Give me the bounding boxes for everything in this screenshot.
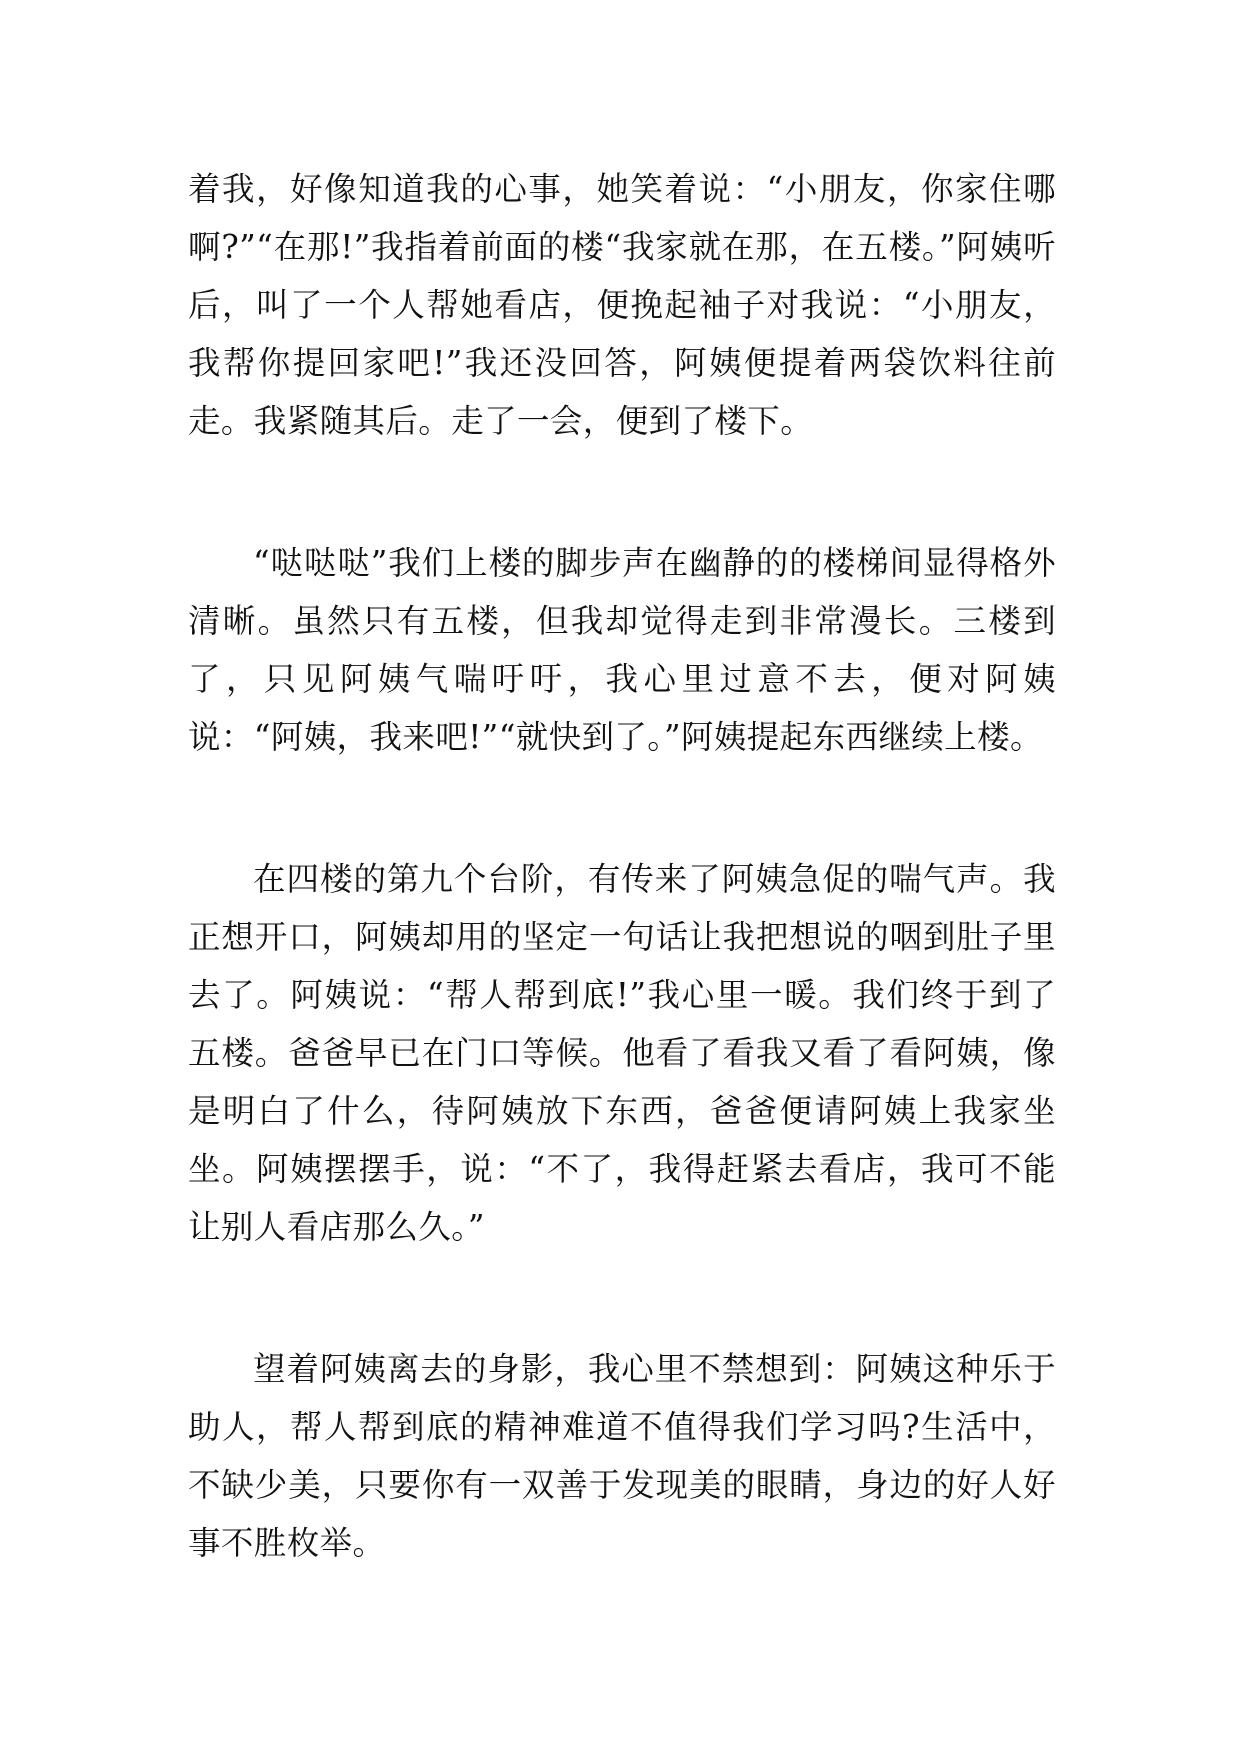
document-body	[188, 160, 1056, 1572]
paragraph-3: 在四楼的第九个台阶，有传来了阿姨急促的喘气声。我正想开口，阿姨却用的坚定一句话让我把想说的咽到肚子里去了。阿姨说：“帮人帮到底!”我心里一暖。我们终于到了五楼。爸爸早已在门口等候。他看了看我又看了看阿姨，像是明白了什么，待阿姨放下东西，爸爸便请阿姨上我家坐坐。阿姨摆摆手，说：“不了，我得赶紧去看店，我可不能让别人看店那么久。”	[188, 860, 1056, 1246]
paragraph-2: “哒哒哒”我们上楼的脚步声在幽静的的楼梯间显得格外清晰。虽然只有五楼，但我却觉得走到非常漫长。三楼到了，只见阿姨气喘吁吁，我心里过意不去，便对阿姨说：“阿姨，我来吧!”“就快到了。”阿姨提起东西继续上楼。	[188, 544, 1056, 756]
paragraph-4: 望着阿姨离去的身影，我心里不禁想到：阿姨这种乐于助人，帮人帮到底的精神难道不值得我们学习吗?生活中，不缺少美，只要你有一双善于发现美的眼睛，身边的好人好事不胜枚举。	[188, 1350, 1056, 1562]
paragraph-1: 着我，好像知道我的心事，她笑着说：“小朋友，你家住哪啊?”“在那!”我指着前面的楼“我家就在那，在五楼。”阿姨听后，叫了一个人帮她看店，便挽起袖子对我说：“小朋友，我帮你提回家吧!”我还没回答，阿姨便提着两袋饮料往前走。我紧随其后。走了一会，便到了楼下。	[188, 170, 1056, 440]
